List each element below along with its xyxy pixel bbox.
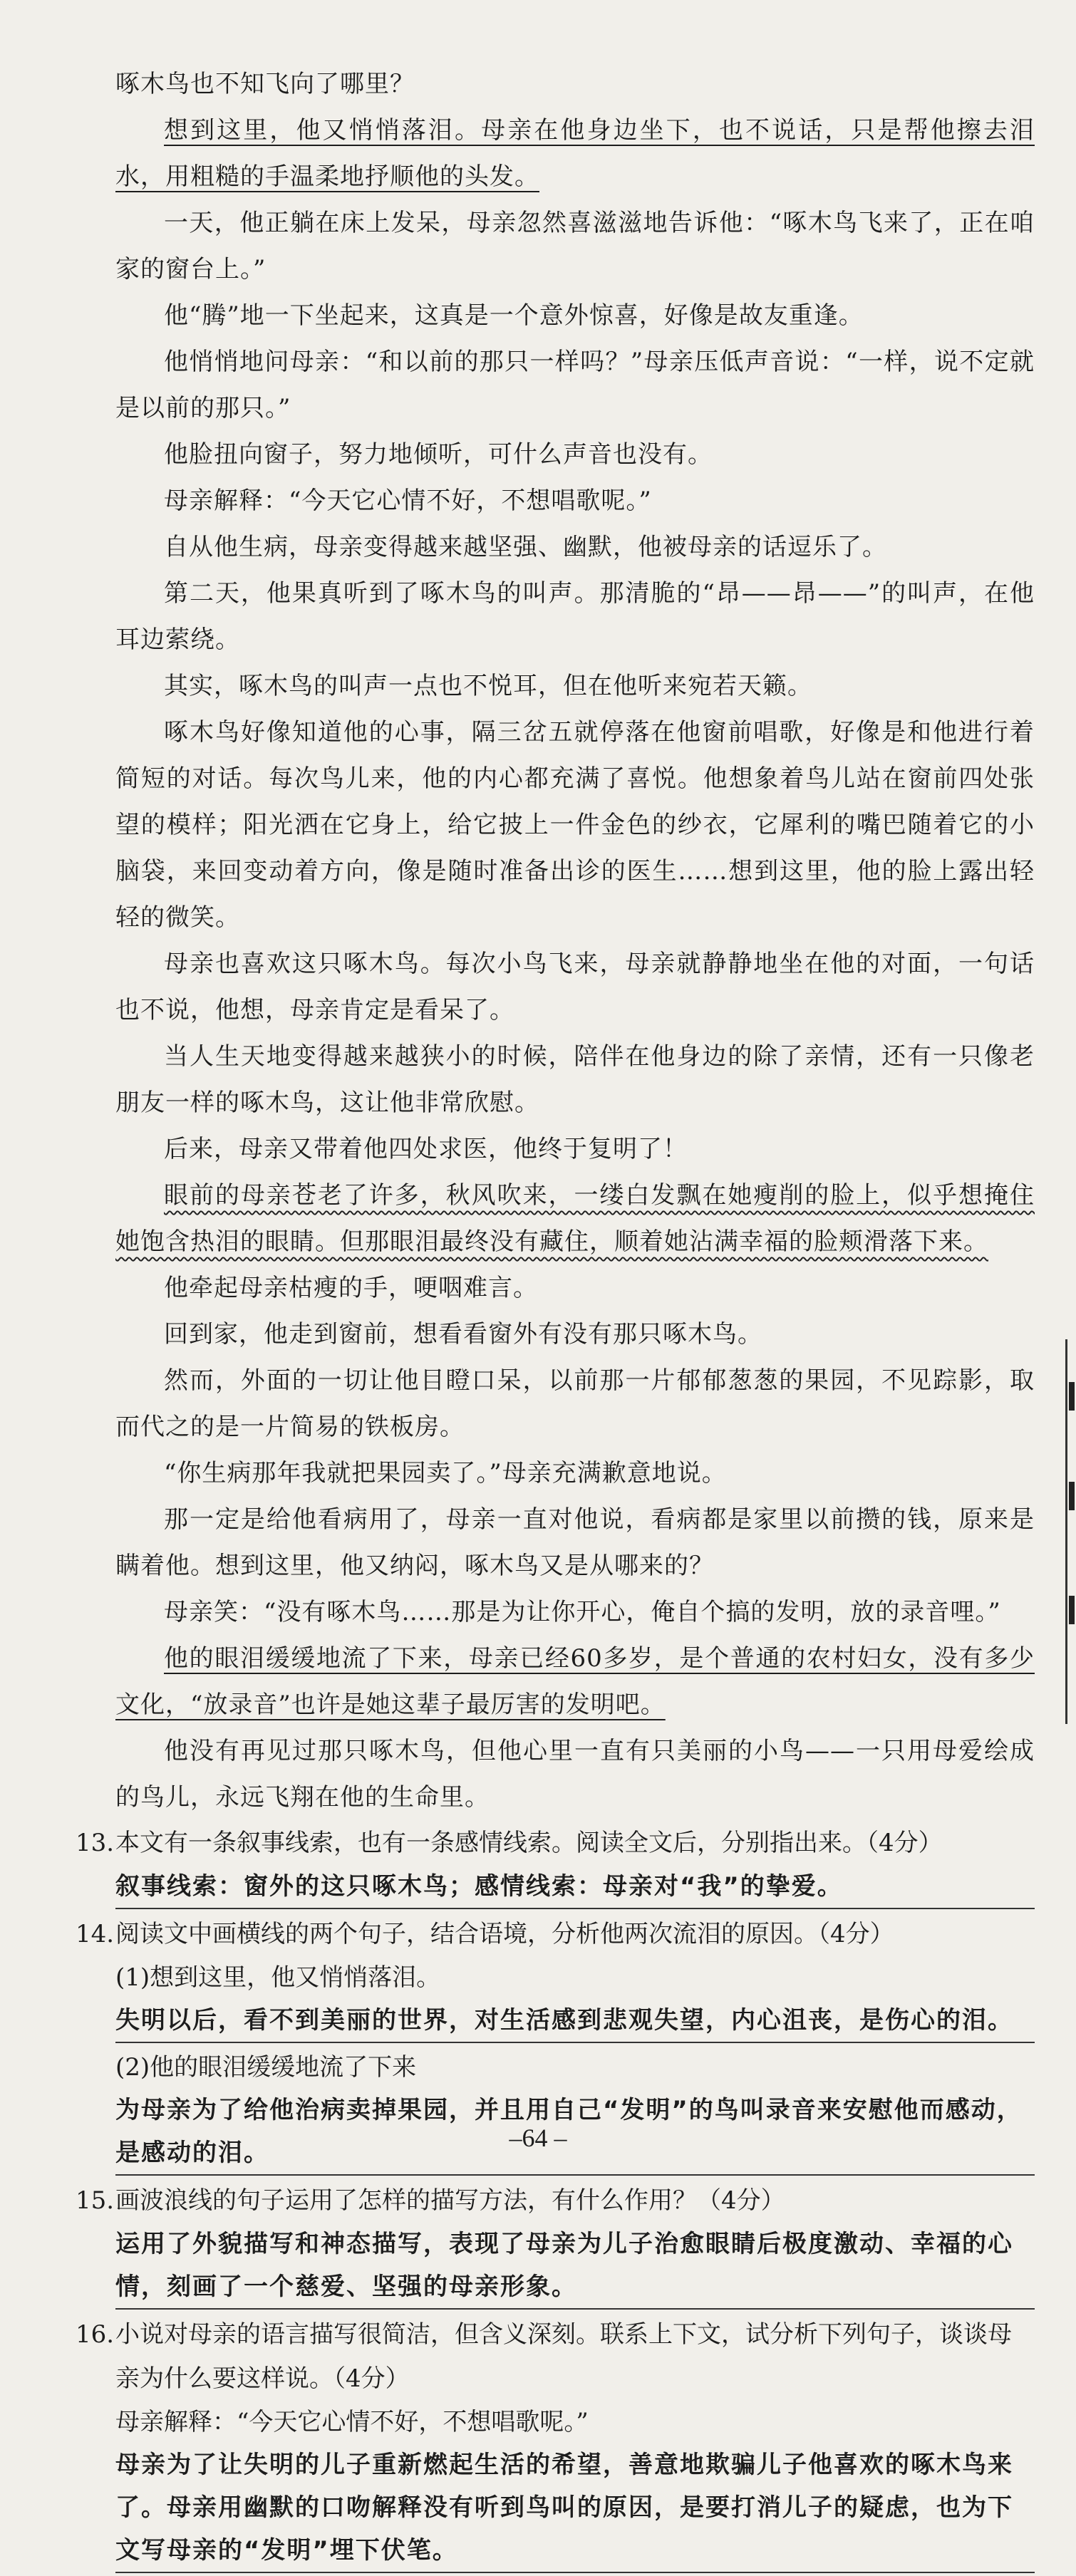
question-text: 本文有一条叙事线索，也有一条感情线索。阅读全文后，分别指出来。（4分） xyxy=(115,1829,943,1857)
paragraph-text: 他“腾”地一下坐起来，这真是一个意外惊喜，好像是故友重逢。 xyxy=(164,301,864,330)
edge-mark xyxy=(1069,1482,1075,1510)
handwritten-answer: 失明以后，看不到美丽的世界，对生活感到悲观失望，内心沮丧，是伤心的泪。 xyxy=(115,1999,1035,2043)
paragraph-text: “你生病那年我就把果园卖了。”母亲充满歉意地说。 xyxy=(164,1459,727,1487)
paragraph-text: 然而，外面的一切让他目瞪口呆，以前那一片郁郁葱葱的果园，不见踪影，取而代之的是一片简易的铁板房。 xyxy=(115,1366,1035,1441)
edge-mark xyxy=(1069,1382,1075,1411)
paragraph-text: 后来，母亲又带着他四处求医，他终于复明了！ xyxy=(164,1135,688,1163)
paragraph-text: 母亲解释：“今天它心情不好，不想唱歌呢。” xyxy=(164,487,652,515)
story-paragraph xyxy=(115,478,1035,524)
story-paragraph xyxy=(115,1589,1035,1636)
underlined-text: 想到这里，他又悄悄落泪。母亲在他身边坐下，也不说话，只是帮他擦去泪水，用粗糙的手温柔地抒顺他的头发。 xyxy=(115,116,1035,191)
question-block xyxy=(76,1821,1035,1909)
paragraph-text: 一天，他正躺在床上发呆，母亲忽然喜滋滋地告诉他：“啄木鸟飞来了，正在咱家的窗台上。” xyxy=(115,209,1035,284)
story-paragraph xyxy=(115,710,1035,941)
story-paragraph xyxy=(115,571,1035,663)
question-number: 16. xyxy=(76,2320,115,2349)
question-prompt xyxy=(76,1912,1035,1956)
page-number: –64 – xyxy=(509,2124,567,2152)
paragraph-text: 第二天，他果真听到了啄木鸟的叫声。那清脆的“昂——昂——”的叫声，在他耳边萦绕。 xyxy=(115,579,1035,654)
story-paragraph xyxy=(115,1450,1035,1497)
story-paragraph xyxy=(115,200,1035,293)
underlined-text: 他的眼泪缓缓地流了下来，母亲已经60多岁，是个普通的农村妇女，没有多少文化，“放录音”也许是她这辈子最厉害的发明吧。 xyxy=(115,1644,1035,1719)
story-paragraph xyxy=(115,1636,1035,1728)
story-paragraph xyxy=(115,61,1035,108)
question-block xyxy=(76,2178,1035,2310)
story-paragraph xyxy=(115,1312,1035,1358)
sub-question: 母亲解释：“今天它心情不好，不想唱歌呢。” xyxy=(115,2408,589,2436)
story-paragraph xyxy=(115,1173,1035,1265)
paragraph-text: 母亲笑：“没有啄木鸟……那是为让你开心，俺自个搞的发明，放的录音哩。” xyxy=(164,1598,1001,1626)
question-block xyxy=(76,2312,1035,2573)
story-paragraph xyxy=(115,1126,1035,1173)
paragraph-text: 其实，啄木鸟的叫声一点也不悦耳，但在他听来宛若天籁。 xyxy=(164,672,812,700)
question-prompt xyxy=(76,1821,1035,1865)
paragraph-text: 母亲也喜欢这只啄木鸟。每次小鸟飞来，母亲就静静地坐在他的对面，一句话也不说，他想，母亲肯定是看呆了。 xyxy=(115,950,1035,1024)
question-number: 14. xyxy=(76,1920,115,1948)
paragraph-text: 自从他生病，母亲变得越来越坚强、幽默，他被母亲的话逗乐了。 xyxy=(164,533,887,561)
question-text: 小说对母亲的语言描写很简洁，但含义深刻。联系上下文，试分析下列句子，谈谈母亲为什么要这样说。（4分） xyxy=(115,2320,1012,2393)
story-paragraph xyxy=(115,1034,1035,1126)
story-text xyxy=(115,61,1035,1821)
story-paragraph xyxy=(115,663,1035,710)
story-paragraph xyxy=(115,1265,1035,1312)
story-paragraph xyxy=(115,1497,1035,1589)
story-paragraph xyxy=(115,108,1035,200)
worksheet-page xyxy=(76,61,1035,2576)
handwritten-answer: 运用了外貌描写和神态描写，表现了母亲为儿子治愈眼睛后极度激动、幸福的心情，刻画了一个慈爱、坚强的母亲形象。 xyxy=(115,2223,1035,2310)
paragraph-text: 那一定是给他看病用了，母亲一直对他说，看病都是家里以前攒的钱，原来是瞒着他。想到这里，他又纳闷，啄木鸟又是从哪来的？ xyxy=(115,1505,1035,1580)
story-paragraph xyxy=(115,1358,1035,1450)
handwritten-answer: 叙事线索：窗外的这只啄木鸟；感情线索：母亲对“我”的挚爱。 xyxy=(115,1865,1035,1909)
paragraph-text: 啄木鸟也不知飞向了哪里？ xyxy=(115,70,415,98)
story-paragraph xyxy=(115,432,1035,478)
sub-question: (2)他的眼泪缓缓地流了下来 xyxy=(115,2053,417,2082)
question-prompt xyxy=(76,2312,1035,2401)
paragraph-text: 他没有再见过那只啄木鸟，但他心里一直有只美丽的小鸟——一只用母爱绘成的鸟儿，永远飞翔在他的生命里。 xyxy=(115,1737,1035,1812)
paragraph-text: 啄木鸟好像知道他的心事，隔三岔五就停落在他窗前唱歌，好像是和他进行着简短的对话。每次鸟儿来，他的内心都充满了喜悦。他想象着鸟儿站在窗前四处张望的模样；阳光洒在它身上，给它披上一件金色的纱衣，它犀利的嘴巴随着它的小脑袋，来回变动着方向，像是随时准备出诊的医生……想到这里，他的脸上露出轻轻的微笑。 xyxy=(115,718,1035,932)
handwritten-answer: 母亲为了让失明的儿子重新燃起生活的希望，善意地欺骗儿子他喜欢的啄木鸟来了。母亲用幽默的口吻解释没有听到鸟叫的原因，是要打消儿子的疑虑，也为下文写母亲的“发明”埋下伏笔。 xyxy=(115,2443,1035,2573)
paragraph-text: 当人生天地变得越来越狭小的时候，陪伴在他身边的除了亲情，还有一只像老朋友一样的啄木鸟，这让他非常欣慰。 xyxy=(115,1042,1035,1117)
story-paragraph xyxy=(115,941,1035,1034)
question-text: 阅读文中画横线的两个句子，结合语境，分析他两次流泪的原因。（4分） xyxy=(115,1920,894,1948)
question-text: 画波浪线的句子运用了怎样的描写方法，有什么作用？（4分） xyxy=(115,2186,785,2215)
paragraph-text: 他悄悄地问母亲：“和以前的那只一样吗？”母亲压低声音说：“一样，说不定就是以前的那只。” xyxy=(115,348,1035,422)
story-paragraph xyxy=(115,293,1035,339)
question-number: 15. xyxy=(76,2186,115,2215)
story-paragraph xyxy=(115,1728,1035,1821)
story-paragraph xyxy=(115,339,1035,432)
sub-question: (1)想到这里，他又悄悄落泪。 xyxy=(115,1963,441,1992)
wavy-underlined-text: 眼前的母亲苍老了许多，秋风吹来，一缕白发飘在她瘦削的脸上，似乎想掩住她饱含热泪的眼睛。但那眼泪最终没有藏住，顺着她沾满幸福的脸颊滑落下来。 xyxy=(115,1181,1035,1256)
question-prompt xyxy=(76,2178,1035,2223)
handwritten-answer: 为母亲为了给他治病卖掉果园，并且用自己“发明”的鸟叫录音来安慰他而感动，是感动的泪。 xyxy=(115,2089,1035,2176)
story-paragraph xyxy=(115,524,1035,571)
edge-mark xyxy=(1069,1596,1075,1624)
paragraph-text: 回到家，他走到窗前，想看看窗外有没有那只啄木鸟。 xyxy=(164,1320,762,1349)
question-section xyxy=(76,1821,1035,2573)
paragraph-text: 他脸扭向窗子，努力地倾听，可什么声音也没有。 xyxy=(164,440,713,469)
page-edge-line xyxy=(1065,1339,1076,1724)
question-number: 13. xyxy=(76,1829,115,1857)
paragraph-text: 他牵起母亲枯瘦的手，哽咽难言。 xyxy=(164,1274,538,1302)
